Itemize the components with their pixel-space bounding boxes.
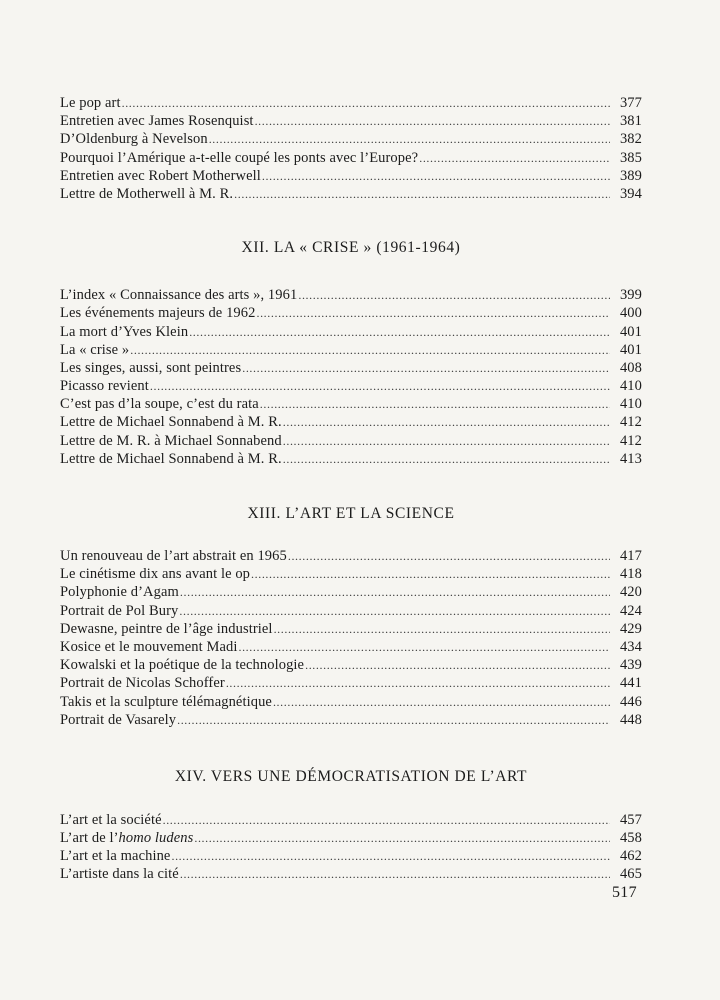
entry-title: Les événements majeurs de 1962: [60, 305, 256, 322]
toc-entry: [60, 811, 642, 829]
toc-entry: [60, 304, 642, 322]
entry-title: Polyphonie d’Agam: [60, 584, 179, 601]
page-number: 517: [612, 884, 637, 901]
section-heading: XIV. VERS UNE DÉMOCRATISATION DE L’ART: [174, 767, 528, 785]
toc-entry: [60, 341, 642, 359]
leader-dots: [189, 323, 610, 341]
entry-page: 382: [619, 131, 642, 148]
entry-page: 457: [619, 811, 642, 828]
entry-page: 434: [619, 638, 642, 655]
leader-dots: [255, 112, 610, 130]
entry-page: 377: [619, 95, 642, 111]
entry-page: 420: [619, 584, 642, 601]
leader-dots: [288, 547, 610, 565]
leader-dots: [273, 693, 610, 711]
entry-title: La « crise »: [60, 341, 130, 358]
toc-entry: [60, 377, 642, 395]
entry-title: C’est pas d’la soupe, c’est du rata: [60, 396, 259, 413]
toc-entry: [60, 847, 642, 865]
entry-title: L’index « Connaissance des arts », 1961: [60, 287, 298, 304]
toc-section: [60, 504, 642, 729]
entry-page: 401: [619, 341, 642, 358]
leader-dots: [419, 149, 610, 167]
entry-page: 458: [619, 830, 642, 847]
entry-title: D’Oldenburg à Nevelson: [60, 131, 208, 148]
entry-title: Le pop art: [60, 95, 121, 111]
entry-page: 424: [619, 602, 642, 619]
entry-page: 389: [619, 167, 642, 184]
section-heading: XII. LA « CRISE » (1961-1964): [241, 239, 461, 257]
toc-entry: [60, 112, 642, 130]
entry-page: 381: [619, 113, 642, 130]
toc-section: [60, 94, 642, 203]
entry-page: 400: [619, 305, 642, 322]
entry-page: 401: [619, 323, 642, 340]
entry-page: 441: [619, 675, 642, 692]
entry-title: Portrait de Vasarely: [60, 711, 177, 728]
entry-title: Picasso revient: [60, 378, 149, 395]
toc-entry: [60, 323, 642, 341]
entry-page: 399: [619, 287, 642, 304]
entry-page: 412: [619, 432, 642, 449]
entry-page: 410: [619, 396, 642, 413]
entry-page: 410: [619, 378, 642, 395]
toc-entry: [60, 711, 642, 729]
leader-dots: [177, 711, 610, 729]
entry-title: Lettre de Motherwell à M. R.: [60, 185, 234, 202]
table-of-contents: [60, 94, 642, 884]
entry-page: 394: [619, 185, 642, 202]
leader-dots: [262, 167, 610, 185]
leader-dots: [274, 620, 610, 638]
entry-title: Dewasne, peintre de l’âge industriel: [60, 620, 273, 637]
entry-page: 448: [619, 711, 642, 728]
entry-title: Lettre de M. R. à Michael Sonnabend: [60, 432, 282, 449]
entry-title-italic: homo ludens: [118, 830, 194, 847]
toc-entry: [60, 395, 642, 413]
leader-dots: [298, 286, 610, 304]
toc-entry: [60, 286, 642, 304]
toc-entry: [60, 149, 642, 167]
leader-dots: [209, 130, 610, 148]
toc-entry: [60, 656, 642, 674]
entry-page: 446: [619, 693, 642, 710]
leader-dots: [122, 94, 610, 112]
entry-page: 462: [619, 848, 642, 865]
leader-dots: [283, 413, 610, 431]
toc-entry: [60, 865, 642, 883]
leader-dots: [226, 674, 610, 692]
entry-title: Pourquoi l’Amérique a-t-elle coupé les ponts avec l’Europe?: [60, 149, 419, 166]
leader-dots: [179, 602, 610, 620]
toc-entry: [60, 565, 642, 583]
leader-dots: [283, 450, 610, 468]
toc-entry: [60, 167, 642, 185]
toc-entry: [60, 130, 642, 148]
leader-dots: [130, 341, 610, 359]
entry-title: [60, 829, 193, 847]
entry-page: 429: [619, 620, 642, 637]
toc-entry: [60, 583, 642, 601]
toc-section: [60, 767, 642, 884]
toc-entry: [60, 547, 642, 565]
leader-dots: [234, 185, 610, 203]
entry-title: Lettre de Michael Sonnabend à M. R.: [60, 450, 282, 467]
entry-page: 408: [619, 359, 642, 376]
toc-entry: [60, 413, 642, 431]
entry-page: 439: [619, 657, 642, 674]
toc-entry: [60, 450, 642, 468]
toc-entry: [60, 94, 642, 112]
toc-entry: [60, 829, 642, 847]
entry-title: L’artiste dans la cité: [60, 866, 179, 883]
toc-entry: [60, 693, 642, 711]
entry-title: Les singes, aussi, sont peintres: [60, 359, 242, 376]
entry-title: La mort d’Yves Klein: [60, 323, 189, 340]
entry-title: L’art et la machine: [60, 848, 171, 865]
toc-entry: [60, 638, 642, 656]
leader-dots: [283, 432, 610, 450]
entry-title: Portrait de Pol Bury: [60, 602, 179, 619]
leader-dots: [256, 304, 610, 322]
entry-title: Portrait de Nicolas Schoffer: [60, 675, 225, 692]
toc-entry: [60, 674, 642, 692]
entry-page: 465: [619, 866, 642, 883]
entry-page: 385: [619, 149, 642, 166]
entry-page: 412: [619, 414, 642, 431]
entry-title-prefix: L’art de l’: [60, 830, 119, 847]
toc-entry: [60, 602, 642, 620]
toc-entry: [60, 432, 642, 450]
leader-dots: [163, 811, 610, 829]
leader-dots: [171, 847, 610, 865]
entry-page: 413: [619, 450, 642, 467]
toc-entry: [60, 620, 642, 638]
entry-title: Entretien avec Robert Motherwell: [60, 167, 261, 184]
leader-dots: [238, 638, 610, 656]
entry-title: Un renouveau de l’art abstrait en 1965: [60, 548, 287, 564]
entry-title: Takis et la sculpture télémagnétique: [60, 693, 272, 710]
leader-dots: [305, 656, 610, 674]
leader-dots: [150, 377, 610, 395]
leader-dots: [251, 565, 610, 583]
toc-section: [60, 238, 642, 468]
leader-dots: [180, 583, 610, 601]
entry-title: Lettre de Michael Sonnabend à M. R.: [60, 414, 282, 431]
entry-page: 417: [619, 548, 642, 564]
entry-title: Entretien avec James Rosenquist: [60, 113, 254, 130]
toc-entry: [60, 185, 642, 203]
entry-title: Le cinétisme dix ans avant le op: [60, 566, 251, 583]
leader-dots: [180, 865, 610, 883]
leader-dots: [260, 395, 610, 413]
section-heading: XIII. L’ART ET LA SCIENCE: [247, 505, 455, 522]
entry-title: L’art et la société: [60, 811, 162, 828]
leader-dots: [242, 359, 610, 377]
entry-title: Kowalski et la poétique de la technologie: [60, 657, 305, 674]
entry-title: Kosice et le mouvement Madi: [60, 638, 238, 655]
entry-page: 418: [619, 566, 642, 583]
leader-dots: [194, 829, 610, 847]
toc-entry: [60, 359, 642, 377]
